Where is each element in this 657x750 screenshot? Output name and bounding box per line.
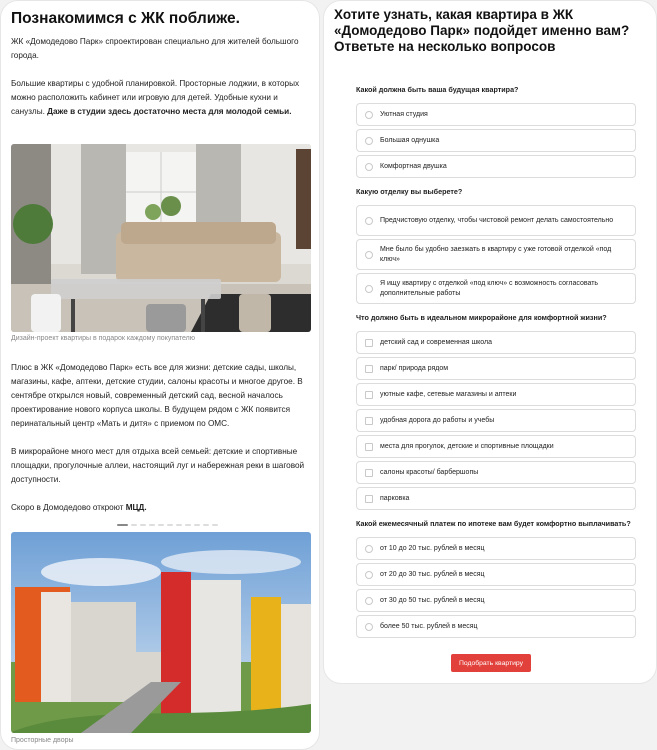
checkbox[interactable] <box>365 417 373 425</box>
radio-option[interactable]: более 50 тыс. рублей в месяц <box>356 615 636 638</box>
carousel-dot[interactable] <box>140 524 146 526</box>
radio-button[interactable] <box>365 571 373 579</box>
checkbox-option[interactable]: уютные кафе, сетевые магазины и аптеки <box>356 383 636 406</box>
interior-photo <box>11 144 311 332</box>
question-payment <box>334 519 646 638</box>
radio-option[interactable]: Я ищу квартиру с отделкой «под ключ» с возможность согласовать дополнительные работы <box>356 273 636 304</box>
checkbox[interactable] <box>365 339 373 347</box>
intro-paragraph: ЖК «Домодедово Парк» спроектирован специально для жителей большого города. <box>11 37 299 60</box>
question-finishing <box>334 187 646 304</box>
checkbox[interactable] <box>365 495 373 503</box>
radio-button[interactable] <box>365 597 373 605</box>
radio-button[interactable] <box>365 623 373 631</box>
question-apartment <box>334 85 646 178</box>
carousel-dot[interactable] <box>194 524 200 526</box>
question-label: Что должно быть в идеальном микрорайоне для комфортной жизни? <box>356 313 607 322</box>
checkbox[interactable] <box>365 365 373 373</box>
radio-button[interactable] <box>365 137 373 145</box>
carousel-dot[interactable] <box>176 524 182 526</box>
carousel-dot[interactable] <box>131 524 137 526</box>
courtyard-photo <box>11 532 311 733</box>
infrastructure-paragraph: Плюс в ЖК «Домодедово Парк» есть все для жизни: детские сады, школы, магазины, кафе, аптеки, детские студии, салоны красоты и многое другое. В сентябре открылся новый, современный детский сад, весной началось проектирование нового корпуса школы. В будущем рядом с ЖК появится перинатальный центр «Мать и дитя» с приемом по ОМС. <box>11 363 303 428</box>
apartments-paragraph: Большие квартиры с удобной планировкой. Просторные лоджии, в которых можно расположить кабинет или игровую для детей. Удобные кухни и санузлы. Даже в студии здесь достаточно места для молодой семьи. <box>11 79 300 116</box>
interior-caption: Дизайн-проект квартиры в подарок каждому покупателю <box>11 335 195 342</box>
radio-option[interactable]: Мне было бы удобно заезжать в квартиру с уже готовой отделкой «под ключ» <box>356 239 636 270</box>
quiz-form <box>323 0 657 684</box>
checkbox-option[interactable]: удобная дорога до работы и учебы <box>356 409 636 432</box>
question-label: Какой ежемесячный платеж по ипотеке вам будет комфортно выплачивать? <box>356 519 631 528</box>
checkbox-option[interactable]: парк/ природа рядом <box>356 357 636 380</box>
radio-option[interactable]: от 20 до 30 тыс. рублей в месяц <box>356 563 636 586</box>
courtyard-caption: Просторные дворы <box>11 737 74 744</box>
checkbox-option[interactable]: парковка <box>356 487 636 510</box>
checkbox[interactable] <box>365 391 373 399</box>
article-card <box>0 0 320 750</box>
checkbox[interactable] <box>365 469 373 477</box>
checkbox[interactable] <box>365 443 373 451</box>
article-title: Познакомимся с ЖК поближе. <box>11 10 240 27</box>
recreation-paragraph: В микрорайоне много мест для отдыха всей семьей: детские и спортивные площадки, прогулочные аллеи, настоящий луг и набережная реки в шаговой доступности. <box>11 447 305 484</box>
radio-option[interactable]: Уютная студия <box>356 103 636 126</box>
question-label: Какой должна быть ваша будущая квартира? <box>356 85 519 94</box>
radio-option[interactable]: от 30 до 50 тыс. рублей в месяц <box>356 589 636 612</box>
carousel-dot[interactable] <box>212 524 218 526</box>
mcd-paragraph: Скоро в Домодедово откроют МЦД. <box>11 503 147 512</box>
radio-button[interactable] <box>365 163 373 171</box>
question-label: Какую отделку вы выберете? <box>356 187 463 196</box>
checkbox-option[interactable]: детский сад и современная школа <box>356 331 636 354</box>
radio-option[interactable]: Большая однушка <box>356 129 636 152</box>
article-body <box>11 361 313 515</box>
carousel-dot[interactable] <box>203 524 209 526</box>
radio-button[interactable] <box>365 217 373 225</box>
radio-option[interactable]: от 10 до 20 тыс. рублей в месяц <box>356 537 636 560</box>
radio-option[interactable]: Предчистовую отделку, чтобы чистовой ремонт делать самостоятельно <box>356 205 636 236</box>
radio-button[interactable] <box>365 285 373 293</box>
submit-button[interactable]: Подобрать квартиру <box>451 654 531 672</box>
carousel-dot[interactable] <box>117 524 128 526</box>
form-title: Хотите узнать, какая квартира в ЖК «Домодедово Парк» подойдет именно вам? Ответьте на несколько вопросов <box>334 7 630 54</box>
carousel-dot[interactable] <box>149 524 155 526</box>
question-district <box>334 313 646 510</box>
checkbox-option[interactable]: салоны красоты/ барбершопы <box>356 461 636 484</box>
carousel-dot[interactable] <box>158 524 164 526</box>
radio-button[interactable] <box>365 111 373 119</box>
carousel-dot[interactable] <box>185 524 191 526</box>
carousel-dot[interactable] <box>167 524 173 526</box>
radio-button[interactable] <box>365 251 373 259</box>
radio-button[interactable] <box>365 545 373 553</box>
radio-option[interactable]: Комфортная двушка <box>356 155 636 178</box>
carousel-indicator[interactable] <box>117 524 218 526</box>
checkbox-option[interactable]: места для прогулок, детские и спортивные площадки <box>356 435 636 458</box>
